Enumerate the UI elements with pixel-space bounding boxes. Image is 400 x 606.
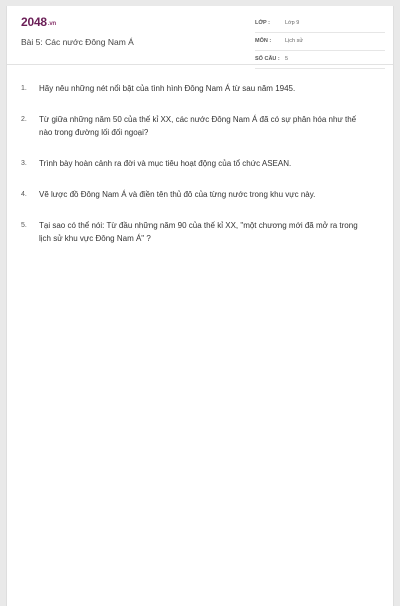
- logo-text: 2048: [21, 15, 47, 29]
- question-item: [21, 157, 371, 170]
- question-number: 2.: [21, 116, 27, 123]
- logo-suffix: .vn: [47, 21, 56, 27]
- meta-label-class: LỚP :: [255, 20, 270, 26]
- question-item: [21, 82, 371, 95]
- meta-value-question-count: 5: [285, 56, 289, 62]
- meta-label-subject: MÔN :: [255, 38, 272, 44]
- site-logo[interactable]: [21, 15, 56, 29]
- question-number: 4.: [21, 191, 27, 198]
- question-text: Vẽ lược đồ Đông Nam Á và điền tên thủ đô của từng nước trong khu vực này.: [39, 190, 316, 199]
- question-number: 1.: [21, 85, 27, 92]
- meta-info: [255, 18, 385, 72]
- meta-row-subject: [255, 36, 385, 51]
- question-item: [21, 113, 371, 139]
- meta-label-question-count: SỐ CÂU :: [255, 56, 280, 62]
- worksheet-page: [6, 6, 394, 606]
- meta-row-question-count: [255, 54, 385, 69]
- meta-value-class: Lớp 9: [285, 20, 300, 26]
- question-text: Trình bày hoàn cảnh ra đời và mục tiêu hoạt động của tổ chức ASEAN.: [39, 159, 292, 168]
- question-number: 3.: [21, 160, 27, 167]
- meta-value-subject: Lịch sử: [285, 38, 304, 44]
- question-text: Tại sao có thể nói: Từ đầu những năm 90 của thế kỉ XX, "một chương mới đã mở ra trong lịch sử khu vực Đông Nam Á" ?: [39, 221, 358, 243]
- question-item: [21, 188, 371, 201]
- worksheet-header: [7, 6, 393, 65]
- question-item: [21, 219, 371, 245]
- question-list: [21, 82, 371, 263]
- question-number: 5.: [21, 222, 27, 229]
- lesson-title: Bài 5: Các nước Đông Nam Á: [21, 37, 134, 47]
- question-text: Hãy nêu những nét nổi bật của tình hình Đông Nam Á từ sau năm 1945.: [39, 84, 296, 93]
- meta-row-class: [255, 18, 385, 33]
- question-text: Từ giữa những năm 50 của thế kỉ XX, các nước Đông Nam Á đã có sự phân hóa như thế nào trong đường lối đối ngoại?: [39, 115, 357, 137]
